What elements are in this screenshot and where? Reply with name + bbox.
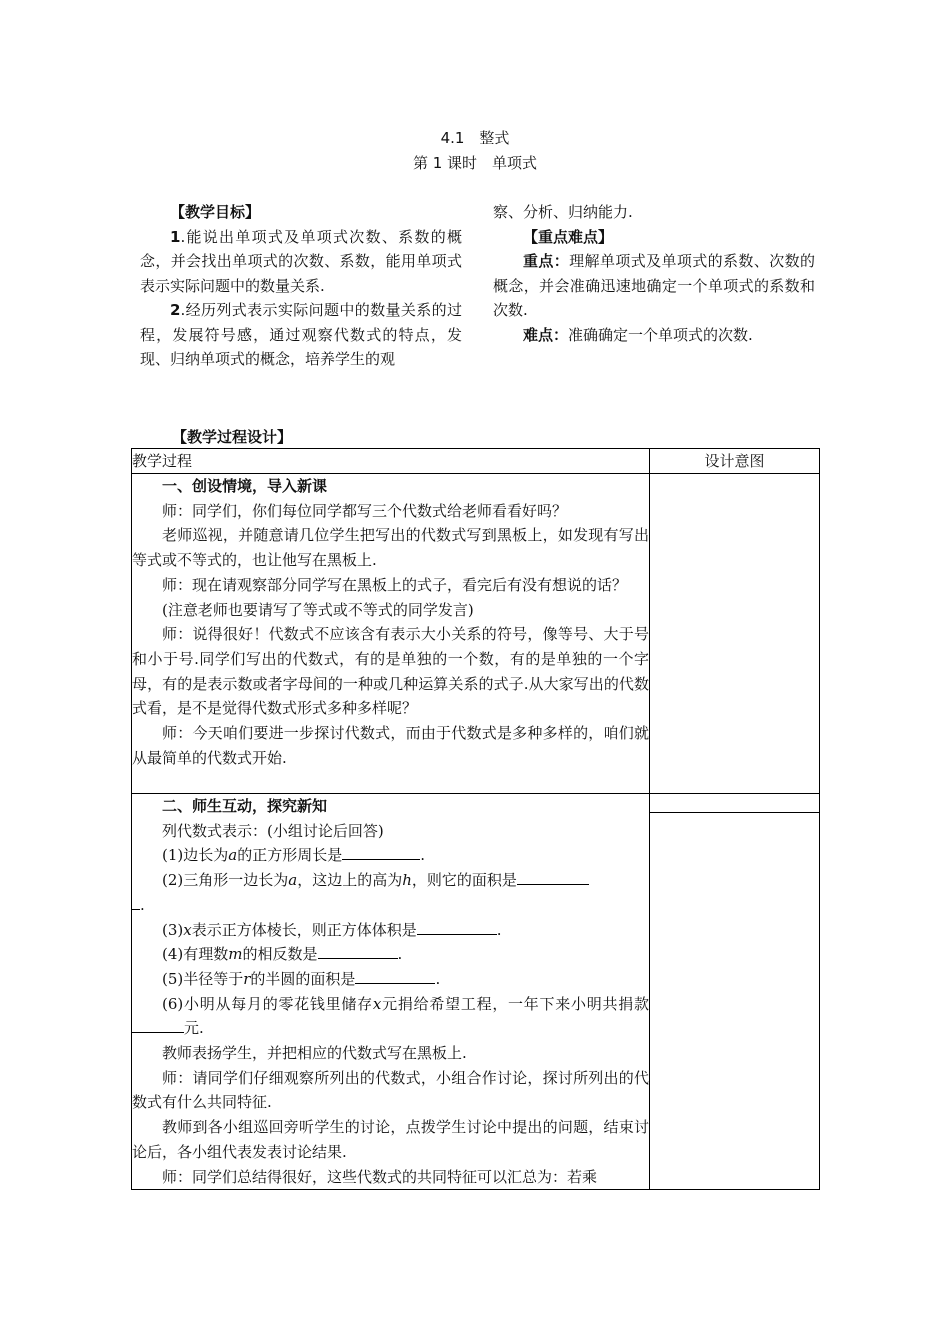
question-1	[132, 843, 649, 868]
objective-1	[140, 225, 462, 299]
objective-2	[140, 298, 462, 372]
question-5	[132, 967, 649, 992]
question-text: (3)	[162, 920, 184, 939]
paragraph: 师：同学们总结得很好，这些代数式的共同特征可以汇总为：若乘	[162, 1167, 598, 1186]
section-1-heading: 一、创设情境，导入新课	[162, 477, 328, 495]
question-text: .	[420, 846, 425, 865]
question-text: ，则它的面积是	[411, 871, 517, 890]
paragraph: 师：请同学们仔细观察所列出的代数式，小组合作讨论，探讨所列出的代数式有什么共同特征.	[132, 1068, 649, 1112]
lesson-title: 4.1 整式	[440, 129, 510, 147]
objective-2-text: .经历列式表示实际问题中的数量关系的过程，发展符号感，通过观察代数式的特点，发现、归纳单项式的概念，培养学生的观	[140, 301, 462, 368]
keypoints-column	[493, 200, 815, 347]
question-2-continued	[132, 893, 649, 918]
intent-divider	[650, 812, 819, 831]
variable: a	[228, 846, 238, 865]
answer-blank	[517, 870, 589, 885]
keypoints-heading: 【重点难点】	[523, 227, 614, 246]
question-6	[132, 992, 649, 1041]
question-text: (2)三角形一边长为	[162, 871, 289, 890]
question-text: 的正方形周长是	[237, 846, 343, 865]
paragraph: 教师到各小组巡回旁听学生的讨论，点拨学生讨论中提出的问题，结束讨论后，各小组代表发表讨论结果.	[132, 1118, 649, 1161]
objectives-column	[140, 200, 462, 372]
question-text: 元捐给希望工程，一年下来小明共捐款	[381, 994, 649, 1013]
difficult-point	[493, 323, 815, 348]
objective-1-number: 1	[170, 227, 181, 246]
paragraph: 列代数式表示：(小组讨论后回答)	[162, 821, 384, 840]
question-text: .	[397, 945, 403, 964]
question-text: .	[435, 969, 441, 988]
question-text: 的相反数是	[242, 945, 318, 964]
question-text: 的半圆的面积是	[250, 969, 356, 988]
table-row	[132, 794, 820, 1190]
paragraph: (注意老师也要请写了等式或不等式的同学发言)	[162, 600, 474, 619]
intent-cell	[650, 474, 820, 794]
design-title: 【教学过程设计】	[172, 428, 293, 446]
objective-1-text: .能说出单项式及单项式次数、系数的概念，并会找出单项式的次数、系数，能用单项式表示实际问题中的数量关系.	[140, 227, 462, 295]
question-3	[132, 918, 649, 943]
table-header-row	[132, 449, 820, 474]
answer-blank	[342, 845, 420, 860]
key-point-text: 理解单项式及单项式的系数、次数的概念，并会准确迅速地确定一个单项式的系数和次数.	[493, 252, 815, 319]
section-2-heading: 二、师生互动，探究新知	[162, 797, 328, 815]
answer-blank	[417, 920, 497, 935]
column-header-process: 教学过程	[132, 449, 650, 474]
column-header-intent: 设计意图	[650, 449, 820, 474]
question-text: (1)边长为	[162, 846, 229, 865]
section-1-cell	[132, 474, 650, 794]
question-text: (5)半径等于	[162, 969, 244, 988]
answer-blank	[132, 1018, 184, 1033]
variable: x	[372, 994, 382, 1013]
answer-blank	[355, 969, 435, 984]
question-text: 表示正方体棱长，则正方体体积是	[191, 920, 417, 939]
section-2-cell	[132, 794, 650, 1190]
objective-2-continued: 察、分析、归纳能力.	[493, 203, 633, 221]
question-2	[132, 868, 649, 893]
intent-cell	[650, 794, 820, 1190]
question-4	[132, 942, 649, 967]
difficult-point-label: 难点：	[523, 325, 569, 344]
paragraph: 师：说得很好！代数式不应该含有表示大小关系的符号，像等号、大于号和小于号.同学们写出的代数式，有的是单独的一个数，有的是单独的一个字母，有的是表示数或者字母间的一种或几种运算关系的式子.从大家写出的代数式看，是不是觉得代数式形式多种多样呢？	[132, 625, 649, 718]
answer-blank	[318, 944, 398, 959]
lesson-table	[131, 448, 820, 1190]
question-text: (6)小明从每月的零花钱里储存	[162, 994, 373, 1013]
paragraph: 师：现在请观察部分同学写在黑板上的式子，看完后有没有想说的话？	[162, 575, 628, 594]
intent-spacer	[650, 794, 819, 812]
question-text: ，这边上的高为	[297, 871, 403, 890]
variable: x	[183, 920, 192, 939]
table-row	[132, 474, 820, 794]
paragraph: 师：今天咱们要进一步探讨代数式，而由于代数式是多种多样的，咱们就从最简单的代数式开始.	[132, 724, 649, 767]
question-text: 元.	[184, 1019, 204, 1038]
variable: h	[402, 871, 412, 890]
question-text: .	[496, 920, 502, 939]
question-text: (4)有理数	[162, 945, 229, 964]
paragraph: 师：同学们，你们每位同学都写三个代数式给老师看看好吗？	[162, 501, 568, 520]
key-point-label: 重点：	[523, 252, 570, 270]
paragraph: 老师巡视，并随意请几位学生把写出的代数式写到黑板上，如发现有写出等式或不等式的，也让他写在黑板上.	[132, 526, 649, 570]
key-point	[493, 249, 815, 323]
lesson-subtitle: 第 1 课时 单项式	[412, 154, 538, 172]
difficult-point-text: 准确确定一个单项式的次数.	[568, 325, 753, 344]
variable: r	[243, 969, 251, 988]
objective-2-number: 2	[170, 301, 181, 319]
variable: m	[228, 945, 243, 964]
objectives-heading: 【教学目标】	[170, 203, 261, 221]
variable: a	[288, 871, 298, 890]
paragraph: 教师表扬学生，并把相应的代数式写在黑板上.	[162, 1044, 467, 1063]
question-text: .	[140, 895, 145, 914]
answer-blank	[132, 895, 140, 910]
